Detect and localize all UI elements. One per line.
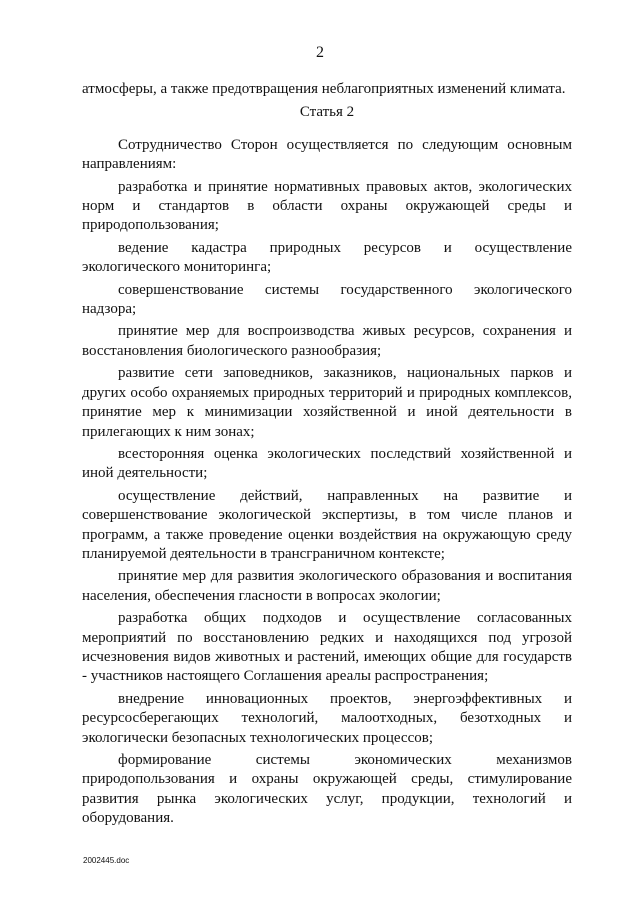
list-item: развитие сети заповедников, заказников, национальных парков и других особо охраняемых природных территорий и природных комплексов, принятие мер к минимизации хозяйственной и иной деятельности в прилегающих к ним зонах; <box>82 365 572 440</box>
list-item: внедрение инновационных проектов, энергоэффективных и ресурсосберегающих технологий, малоотходных, безотходных и экологически безопасных технологических процессов; <box>82 690 572 746</box>
list-item: ведение кадастра природных ресурсов и осуществление экологического мониторинга; <box>82 239 572 276</box>
page-number: 2 <box>316 44 324 61</box>
list-item: принятие мер для развития экологического образования и воспитания населения, обеспечения гласности в вопросах экологии; <box>82 568 572 604</box>
article-heading: Статья 2 <box>299 104 355 121</box>
list-item: всесторонняя оценка экологических последствий хозяйственной и иной деятельности; <box>82 445 572 482</box>
intro-paragraph: Сотрудничество Сторон осуществляется по следующим основным направлениям: <box>82 136 572 173</box>
list-item: разработка общих подходов и осуществление согласованных мероприятий по восстановлению редких и находящихся под угрозой исчезновения видов животных и растений, имеющих общие для государств - участников настоящего Соглашения ареалы распространения; <box>82 610 572 685</box>
list-item: принятие мер для воспроизводства живых ресурсов, сохранения и восстановления биологического разнообразия; <box>82 323 572 359</box>
list-item: формирование системы экономических механизмов природопользования и охраны окружающей среды, стимулирование развития рынка экологических услуг, продукции, технологий и оборудования. <box>82 752 572 827</box>
continuation-paragraph: атмосферы, а также предотвращения неблагоприятных изменений климата. <box>82 81 566 97</box>
document-body <box>82 80 572 832</box>
list-item: осуществление действий, направленных на развитие и совершенствование экологической экспертизы, в том числе планов и программ, а также проведение оценки воздействия на окружающую среду планируемой деятельности в трансграничном контексте; <box>82 487 572 562</box>
footer-filename: 2002445.doc <box>83 856 130 865</box>
list-item: совершенствование системы государственного экологического надзора; <box>82 281 572 318</box>
list-item: разработка и принятие нормативных правовых актов, экологических норм и стандартов в области охраны окружающей среды и природопользования; <box>82 178 572 234</box>
